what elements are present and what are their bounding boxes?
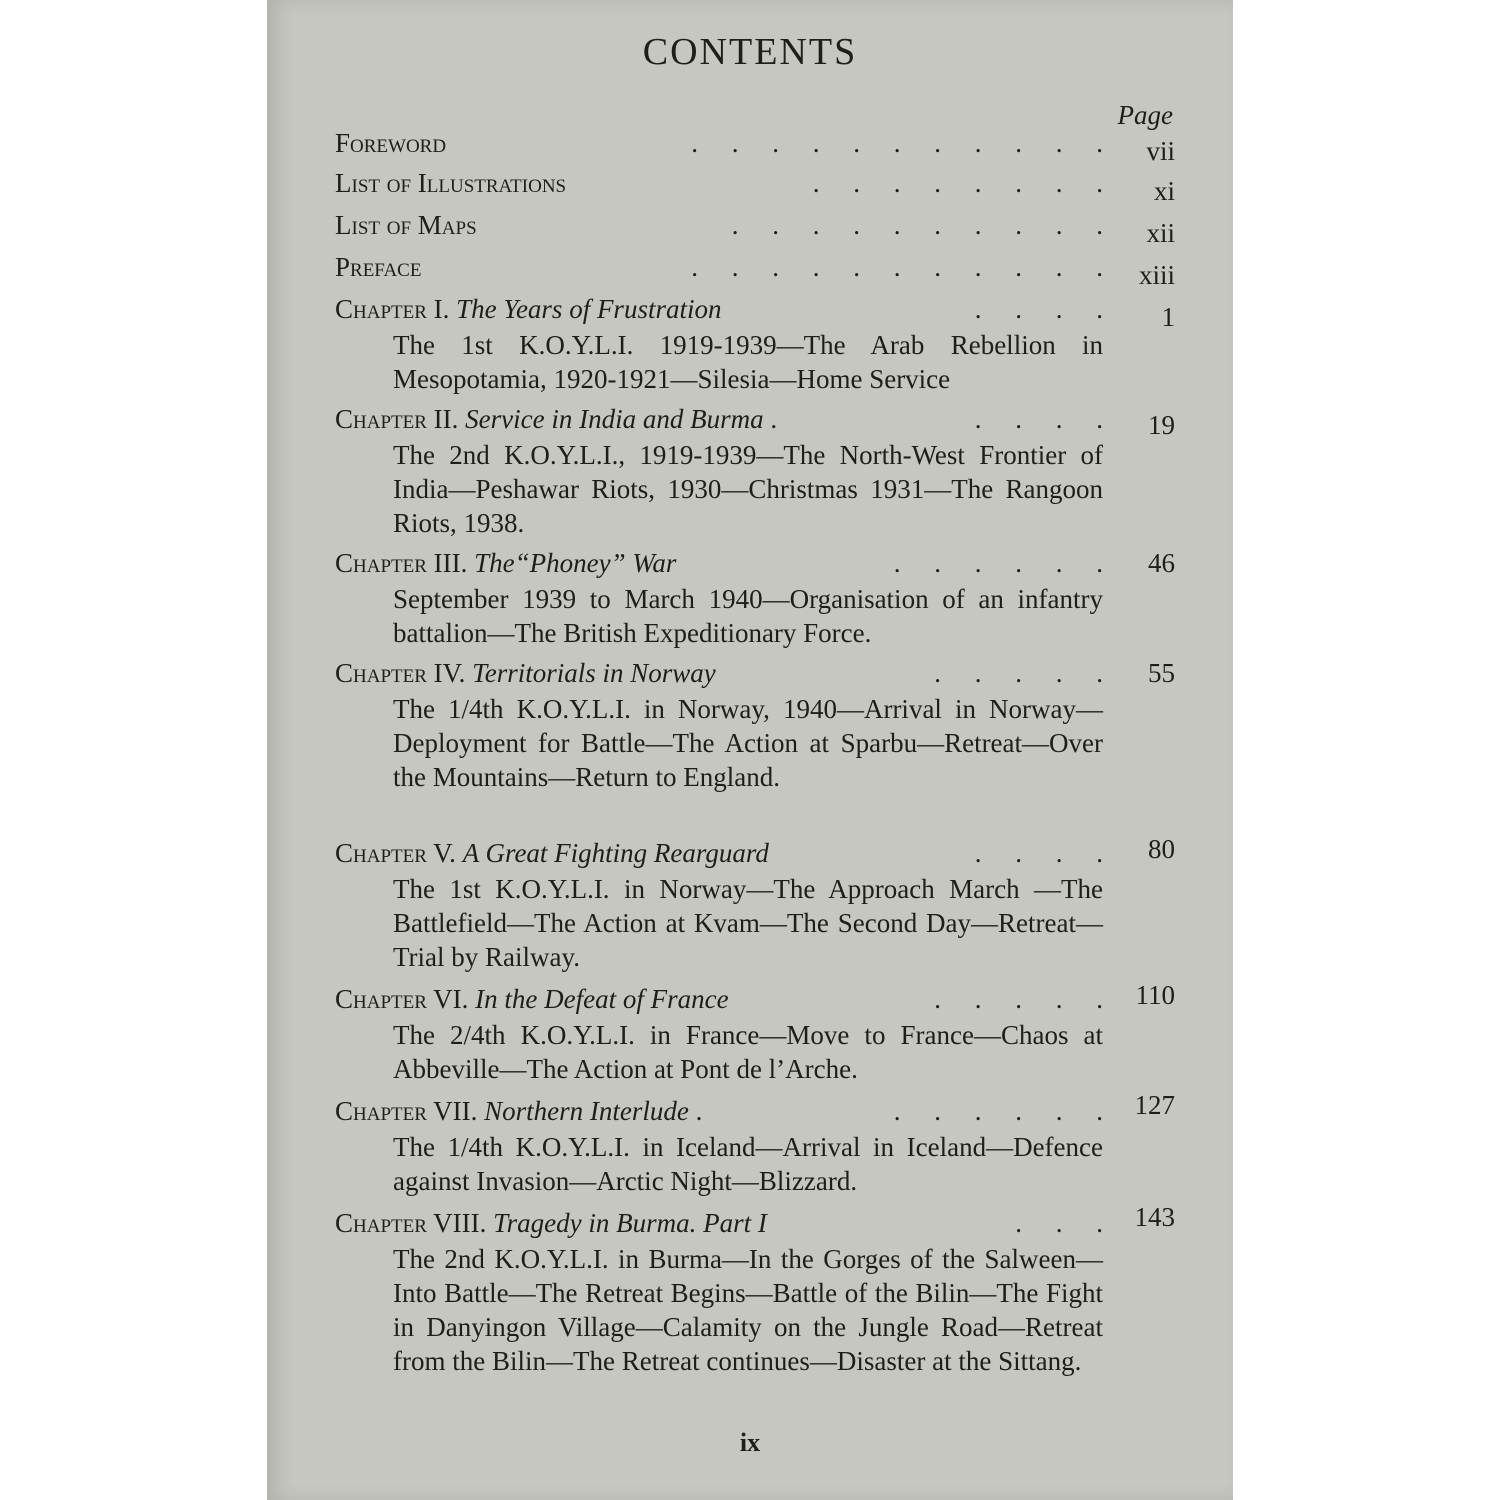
toc-entry-page: xi: [1153, 176, 1175, 206]
chapter-description: The 1st K.O.Y.L.I. 1919-1939—The Arab Rebellion in Mesopotamia, 1920-1921—Silesia—Home Service: [393, 330, 1103, 394]
chapter-number: Chapter I.: [335, 294, 450, 324]
chapter-page: 55: [1148, 658, 1175, 688]
toc-chapter-5[interactable]: [335, 834, 1175, 874]
toc-entry-list-of-maps[interactable]: [335, 210, 1175, 246]
leader-dots: . . . . . .: [893, 1096, 1103, 1126]
chapter-description: The 2nd K.O.Y.L.I., 1919-1939—The North-West Frontier of India—Peshawar Riots, 1930—Christmas 1931—The Rangoon Riots, 1938.: [393, 440, 1103, 538]
chapter-page: 1: [1161, 302, 1175, 332]
leader-dots: . . . .: [974, 404, 1103, 434]
leader-dots: . . .: [1015, 1208, 1103, 1238]
chapter-heading: [335, 838, 769, 869]
chapter-title: Tragedy in Burma. Part I: [493, 1208, 767, 1238]
leader-dots: . . . .: [974, 838, 1103, 868]
toc-entry-foreword[interactable]: [335, 128, 1175, 164]
toc-chapter-3[interactable]: [335, 548, 1175, 584]
chapter-title: A Great Fighting Rearguard: [462, 838, 769, 868]
chapter-description: The 2/4th K.O.Y.L.I. in France—Move to France—Chaos at Abbeville—The Action at Pont de l’Arche.: [393, 1020, 1103, 1084]
chapter-page: 110: [1135, 980, 1175, 1010]
chapter-number: Chapter II.: [335, 404, 459, 434]
chapter-description: The 2nd K.O.Y.L.I. in Burma—In the Gorges of the Salween—Into Battle—The Retreat Begins—Battle of the Bilin—The Fight in Danyingon Village—Calamity on the Jungle Road—Retreat from the Bilin—The Retreat continues—Disaster at the Sittang.: [393, 1244, 1103, 1376]
leader-dots: . . . . .: [934, 984, 1103, 1014]
chapter-number: Chapter VIII.: [335, 1208, 487, 1238]
chapter-heading: [335, 548, 676, 579]
chapter-title: Territorials in Norway: [472, 658, 716, 688]
toc-entry-page: vii: [1146, 136, 1175, 166]
chapter-title: In the Defeat of France: [475, 984, 729, 1014]
chapter-title: The“Phoney” War: [474, 548, 677, 578]
toc-entry-label: Preface: [335, 252, 422, 282]
toc-chapter-7[interactable]: [335, 1090, 1175, 1132]
leader-dots: . . . . . . . . . .: [731, 210, 1103, 240]
page-column-label: Page: [1117, 100, 1173, 130]
chapter-description: The 1/4th K.O.Y.L.I. in Iceland—Arrival in Iceland—Defence against Invasion—Arctic Night—Blizzard.: [393, 1132, 1103, 1196]
chapter-heading: [335, 1208, 767, 1239]
chapter-heading: [335, 658, 716, 689]
chapter-page: 143: [1134, 1202, 1175, 1232]
toc-entry-list-of-illustrations[interactable]: [335, 168, 1175, 204]
leader-dots: . . . . . . . .: [812, 168, 1103, 198]
chapter-heading: [335, 984, 729, 1015]
chapter-title: The Years of Frustration: [456, 294, 722, 324]
toc-chapter-2[interactable]: [335, 404, 1175, 440]
chapter-page: 19: [1148, 410, 1175, 440]
page-number: ix: [739, 1428, 761, 1457]
chapter-description: The 1/4th K.O.Y.L.I. in Norway, 1940—Arrival in Norway—Deployment for Battle—The Action at Sparbu—Retreat—Over the Mountains—Return to England.: [393, 694, 1103, 792]
toc-entry-preface[interactable]: [335, 252, 1175, 288]
toc-entry-page: xiii: [1138, 260, 1175, 290]
leader-dots: . . . . . . . . . . .: [691, 128, 1103, 158]
leader-dots: . . . . . . . . . . .: [691, 252, 1103, 282]
chapter-page: 127: [1134, 1090, 1175, 1120]
chapter-page: 80: [1148, 834, 1175, 864]
chapter-number: Chapter V.: [335, 838, 456, 868]
chapter-heading: Chapter VII. Northern Interlude .: [335, 1096, 703, 1126]
toc-entry-label: List of Illustrations: [335, 168, 567, 198]
toc-chapter-4[interactable]: [335, 658, 1175, 694]
leader-dots: . . . . .: [934, 658, 1103, 688]
chapter-heading: Chapter II. Service in India and Burma .: [335, 404, 778, 434]
toc-chapter-1[interactable]: [335, 294, 1175, 330]
book-page: [267, 0, 1233, 1500]
chapter-description: September 1939 to March 1940—Organisation of an infantry battalion—The British Expeditionary Force.: [393, 584, 1103, 648]
chapter-heading: [335, 294, 721, 325]
toc-entry-page: xii: [1146, 218, 1175, 248]
chapter-number: Chapter III.: [335, 548, 468, 578]
chapter-title: Service in India and Burma: [465, 404, 764, 434]
chapter-page: 46: [1148, 548, 1175, 578]
toc-chapter-6[interactable]: [335, 980, 1175, 1020]
leader-dots: . . . .: [974, 294, 1103, 324]
chapter-number: Chapter VI.: [335, 984, 469, 1014]
toc-entry-label: Foreword: [335, 128, 447, 158]
page-title: CONTENTS: [642, 31, 858, 73]
chapter-title: Northern Interlude: [484, 1096, 689, 1126]
leader-dots: . . . . . .: [893, 548, 1103, 578]
chapter-number: Chapter VII.: [335, 1096, 478, 1126]
toc-entry-label: List of Maps: [335, 210, 477, 240]
chapter-number: Chapter IV.: [335, 658, 466, 688]
toc-chapter-8[interactable]: [335, 1202, 1175, 1244]
chapter-description: The 1st K.O.Y.L.I. in Norway—The Approach March —The Battlefield—The Action at Kvam—The Second Day—Retreat—Trial by Railway.: [393, 874, 1103, 972]
